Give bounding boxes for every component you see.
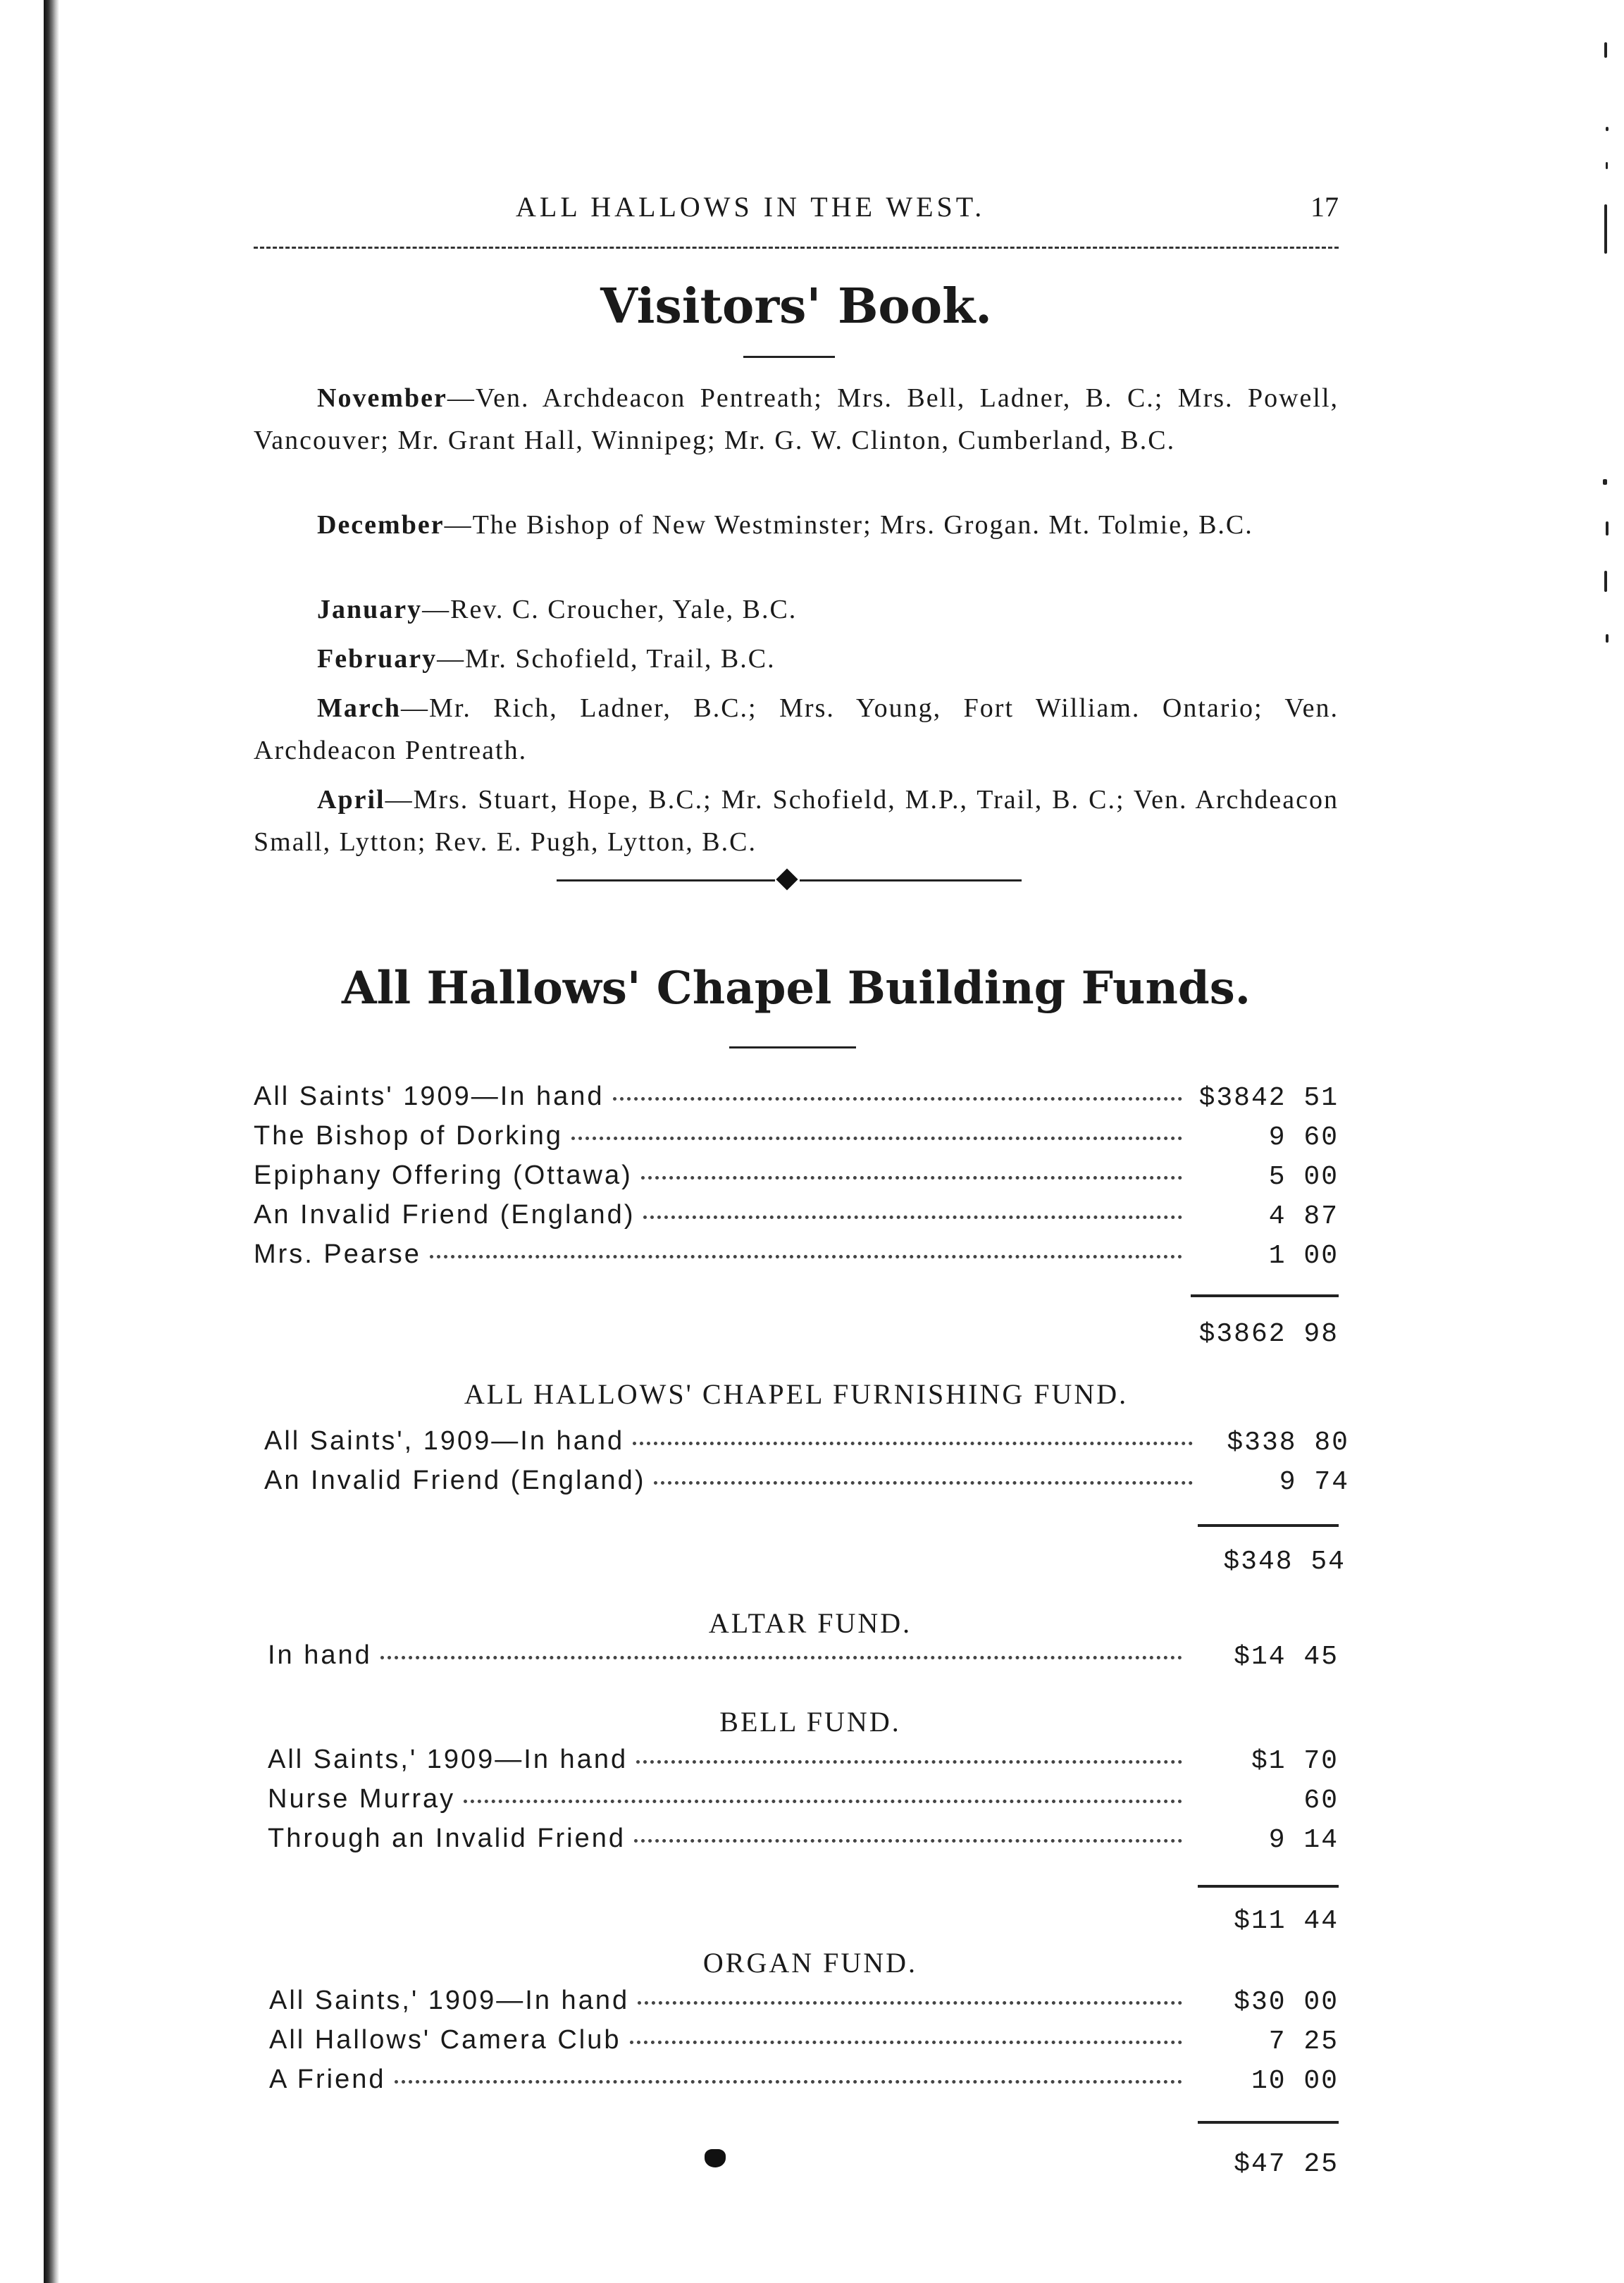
fund-row: Nurse Murray 60 bbox=[268, 1784, 1339, 1816]
visitor-entry-january: January—Rev. C. Croucher, Yale, B.C. bbox=[317, 595, 798, 624]
running-head bbox=[254, 190, 1339, 233]
fund-row: Mrs. Pearse 1 00 bbox=[254, 1239, 1339, 1271]
visitor-entry-april: April—Mrs. Stuart, Hope, B.C.; Mr. Schofield, M.P., Trail, B. C.; Ven. Archdeacon Small, Lytton; Rev. E. Pugh, Lytton, B.C. bbox=[254, 785, 1339, 857]
heading-rule bbox=[743, 356, 835, 358]
header-rule bbox=[254, 247, 1339, 249]
fund-row: The Bishop of Dorking 9 60 bbox=[254, 1121, 1339, 1153]
altar-fund-heading: ALTAR FUND. bbox=[708, 1607, 912, 1639]
visitor-entry-march: March—Mr. Rich, Ladner, B.C.; Mrs. Young, Fort William. Ontario; Ven. Archdeacon Pentreath. bbox=[254, 693, 1339, 765]
fund-row: All Saints,' 1909—In hand $30 00 bbox=[269, 1986, 1339, 2017]
visitor-entry-november: November—Ven. Archdeacon Pentreath; Mrs. Bell, Ladner, B. C.; Mrs. Powell, Vancouver; Mr. Grant Hall, Winnipeg; Mr. G. W. Clinton, Cumberland, B.C. bbox=[254, 383, 1339, 455]
sum-rule bbox=[1198, 1524, 1339, 1527]
bell-fund-heading: BELL FUND. bbox=[719, 1706, 901, 1738]
visitors-book-heading: Visitors' Book. bbox=[600, 278, 992, 335]
fund-row: All Hallows' Camera Club 7 25 bbox=[269, 2025, 1339, 2057]
page-number: 17 bbox=[1310, 191, 1339, 223]
sum-rule bbox=[1198, 1885, 1339, 1888]
furnishing-fund-heading: ALL HALLOWS' CHAPEL FURNISHING FUND. bbox=[464, 1378, 1129, 1410]
running-head-title: ALL HALLOWS IN THE WEST. bbox=[516, 191, 986, 223]
heading-rule bbox=[729, 1046, 856, 1048]
fund-row: An Invalid Friend (England) 9 74 bbox=[264, 1466, 1349, 1497]
book-spine-shadow bbox=[44, 0, 59, 2283]
fund-row: All Saints', 1909—In hand $338 80 bbox=[264, 1426, 1349, 1458]
printers-ornament-icon bbox=[705, 2149, 726, 2167]
fund-row: An Invalid Friend (England) 4 87 bbox=[254, 1200, 1339, 1232]
visitor-entry-december: December—The Bishop of New Westminster; Mrs. Grogan. Mt. Tolmie, B.C. bbox=[317, 510, 1253, 540]
building-funds-heading: All Hallows' Chapel Building Funds. bbox=[341, 962, 1251, 1015]
fund-total: $11 44 bbox=[1234, 1906, 1339, 1936]
fund-total: $3862 98 bbox=[1198, 1319, 1339, 1349]
fund-row: All Saints,' 1909—In hand $1 70 bbox=[268, 1745, 1339, 1776]
diamond-divider bbox=[557, 870, 1022, 891]
fund-row: All Saints' 1909—In hand $3842 51 bbox=[254, 1082, 1339, 1113]
fund-total: $47 25 bbox=[1234, 2149, 1339, 2179]
sum-rule bbox=[1191, 1294, 1339, 1297]
sum-rule bbox=[1198, 2121, 1339, 2124]
fund-row: Epiphany Offering (Ottawa) 5 00 bbox=[254, 1161, 1339, 1192]
visitor-entry-february: February—Mr. Schofield, Trail, B.C. bbox=[317, 644, 776, 674]
scan-edge-specks bbox=[1596, 0, 1624, 2283]
diamond-ornament-icon bbox=[776, 868, 798, 890]
fund-row: A Friend 10 00 bbox=[269, 2065, 1339, 2096]
fund-total: $348 54 bbox=[1223, 1547, 1346, 1577]
book-page bbox=[254, 0, 1349, 2283]
fund-row: In hand $14 45 bbox=[268, 1640, 1339, 1672]
organ-fund-heading: ORGAN FUND. bbox=[702, 1947, 918, 1979]
fund-row: Through an Invalid Friend 9 14 bbox=[268, 1824, 1339, 1855]
